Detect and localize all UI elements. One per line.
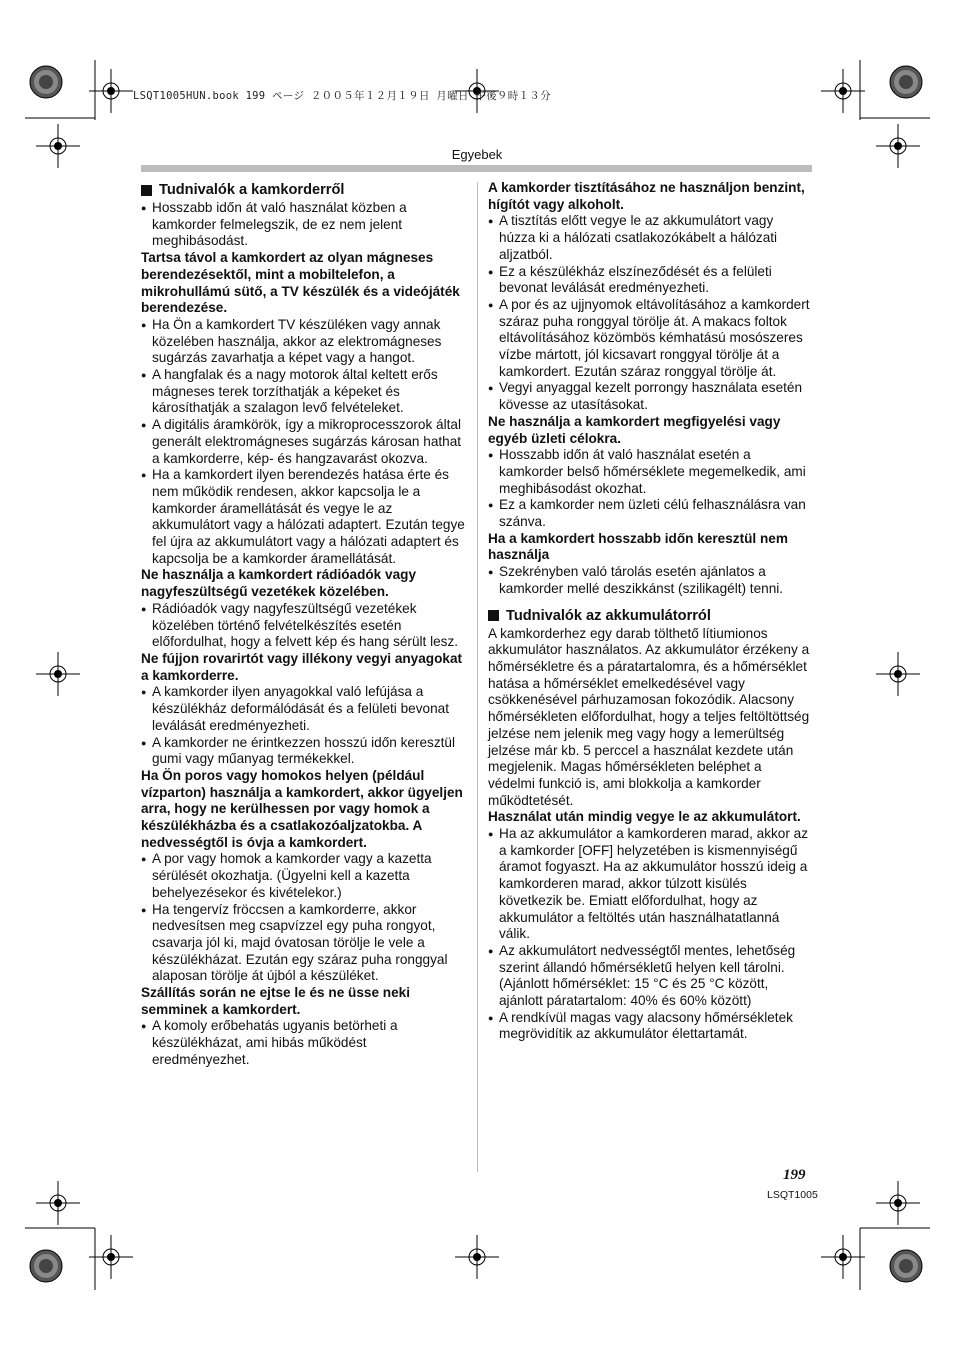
document-code: LSQT1005 bbox=[767, 1189, 818, 1201]
list-item: ● Hosszabb időn át való használat esetén a kamkorder belső hőmérséklete megemelkedik, ami meghibásodást okozhat. bbox=[488, 447, 812, 497]
list-item: ● Vegyi anyaggal kezelt porrongy használata esetén kövesse az utasításokat. bbox=[488, 380, 812, 413]
spacer bbox=[488, 598, 812, 606]
warning-text: Ne használja a kamkordert rádióadók vagy nagyfeszültségű vezetékek közelében. bbox=[141, 567, 417, 600]
list-item: ● Ha tengervíz fröccsen a kamkorderre, akkor nedvesítsen meg csapvízzel egy puha rongyot, csavarja jól ki, majd óvatosan törölje le vele a készülékházat. Ezután egy száraz puha ronggyal alaposan törölje át újból a készüléket. bbox=[141, 902, 465, 986]
list-item: ● A komoly erőbehatás ugyanis betörheti a készülékházat, ami hibás működést eredményezhet. bbox=[141, 1018, 465, 1068]
bullet-list bbox=[488, 447, 812, 531]
section-heading bbox=[488, 607, 812, 625]
right-column bbox=[488, 180, 812, 1043]
warning-text: Használat után mindig vegye le az akkumulátort. bbox=[488, 809, 801, 825]
heading-text: Tudnivalók az akkumulátorról bbox=[506, 607, 711, 624]
warning-text: Ne használja a kamkordert megfigyelési vagy egyéb üzleti célokra. bbox=[488, 413, 781, 446]
warning-text: A kamkorder tisztításához ne használjon benzint, hígítót vagy alkoholt. bbox=[488, 180, 805, 212]
square-bullet-icon bbox=[141, 185, 152, 196]
section-rule bbox=[141, 165, 812, 172]
bullet-list bbox=[488, 564, 812, 597]
bullet-list bbox=[141, 684, 465, 768]
list-item: ● Ha az akkumulátor a kamkorderen marad, akkor az a kamkorder [OFF] helyzetében is kismennyiségű áramot fogyaszt. Ha az akkumulátor hosszú ideig a kamkorderen marad, akkor túlzott kisülés következik be. Emiatt előfordulhat, hogy az akkumulátor a feltöltés után használhatatlanná válik. bbox=[488, 826, 812, 943]
bullet-list bbox=[141, 601, 465, 651]
list-item: ● Rádióadók vagy nagyfeszültségű vezetékek közelében történő felvételkészítés esetén előfordulhat, hogy a felvett kép és hang sérült lesz. bbox=[141, 601, 465, 651]
list-item: ● Ez a kamkorder nem üzleti célú felhasználásra van szánva. bbox=[488, 497, 812, 530]
left-column bbox=[141, 180, 465, 1069]
heading-text: Tudnivalók a kamkorderről bbox=[159, 182, 345, 198]
bullet-list bbox=[141, 851, 465, 985]
warning-text: Szállítás során ne ejtse le és ne üsse neki semminek a kamkordert. bbox=[141, 985, 410, 1017]
bullet-list bbox=[488, 826, 812, 1043]
list-item: ● Ez a készülékház elszíneződését és a felületi bevonat leválását eredményezheti. bbox=[488, 264, 812, 297]
list-item: ● A por és az ujjnyomok eltávolításához a kamkordert száraz puha ronggyal törölje át. A makacs foltok eltávolításához közömbös kémhatású mosószeres vízbe mártott, jól kicsavart ronggyal törölje át a kamkordert. Ezután száraz ronggyal törölje át. bbox=[488, 297, 812, 381]
bullet-list bbox=[141, 317, 465, 568]
list-item: ● A hangfalak és a nagy motorok által keltett erős mágneses terek torzíthatják a képeket és károsíthatják a szalagon levő felvételeket. bbox=[141, 367, 465, 417]
list-item: ● A kamkorder ilyen anyagokkal való lefújása a készülékház deformálódását és a felületi bevonat leválását eredményezheti. bbox=[141, 684, 465, 734]
list-item: ● Az akkumulátort nedvességtől mentes, lehetőség szerint állandó hőmérsékletű helyen kell tárolni. (Ajánlott hőmérséklet: 15 °C és 25 °C között, ajánlott páratartalom: 40% és 60% között) bbox=[488, 943, 812, 1010]
section-heading bbox=[141, 181, 465, 199]
list-item: ● Ha Ön a kamkordert TV készüléken vagy annak közelében használja, akkor az elektromágneses sugárzás zavarhatja a képet vagy a hangot. bbox=[141, 317, 465, 367]
bullet-list bbox=[141, 200, 465, 250]
list-item: ● Szekrényben való tárolás esetén ajánlatos a kamkorder mellé deszikkánst (szilikagélt) tenni. bbox=[488, 564, 812, 597]
print-header: LSQT1005HUN.book 199 ページ ２００５年１２月１９日 月曜日 午後９時１３分 bbox=[133, 90, 551, 102]
square-bullet-icon bbox=[488, 610, 499, 621]
section-title: Egyebek bbox=[451, 147, 503, 162]
list-item: ● A rendkívül magas vagy alacsony hőmérsékletek megrövidítik az akkumulátor élettartamát. bbox=[488, 1010, 812, 1043]
warning-text: Ne fújjon rovarirtót vagy illékony vegyi anyagokat a kamkorderre. bbox=[141, 650, 463, 683]
bullet-list bbox=[488, 213, 812, 413]
paragraph: A kamkorderhez egy darab tölthető lítiumionos akkumulátor használatos. Az akkumulátor érzékeny a hőmérsékletre és a páratartalomra, és a hőmérséklet hatása a hőmérséklet emelkedésével vagy csökkenésével párhuzamosan fokozódik. Alacsony hőmérsékleten előfordulhat, hogy a teljes feltöltöttség jelzése nem jelenik meg vagy hogy a lemerültség jelzése már kb. 5 perccel a használat kezdete után megjelenik. Magas hőmérsékleten beléphet a védelmi funkció is, ami blokkolja a kamkorder működtetését. bbox=[488, 625, 810, 808]
column-divider bbox=[477, 182, 478, 1172]
list-item: ● A por vagy homok a kamkorder vagy a kazetta sérülését okozhatja. (Ügyelni kell a kazetta behelyezésekor és kivételekor.) bbox=[141, 851, 465, 901]
bullet-list bbox=[141, 1018, 465, 1068]
list-item: ● Ha a kamkordert ilyen berendezés hatása érte és nem működik rendesen, akkor kapcsolja le a kamkorder áramellátását és vegye le az akkumulátort vagy a hálózati adaptert. Ezután tegye fel újra az akkumulátort vagy a hálózati adaptert és kapcsolja be a kamkorder áramellátását. bbox=[141, 467, 465, 567]
list-item: ● A digitális áramkörök, így a mikroprocesszorok által generált elektromágneses sugárzás károsan hathat a kamkorderre, kép- és hangzavarást okozva. bbox=[141, 417, 465, 467]
page-number: 199 bbox=[783, 1167, 806, 1183]
warning-text: Ha Ön poros vagy homokos helyen (például vízparton) használja a kamkordert, akkor ügyeljen arra, hogy ne kerülhessen por vagy homok a készülékházba és a csatlakozóaljzatokba. A nedvességtől is óvja a kamkordert. bbox=[141, 767, 463, 850]
warning-text: Ha a kamkordert hosszabb időn keresztül nem használja bbox=[488, 530, 788, 563]
list-item: ● A kamkorder ne érintkezzen hosszú időn keresztül gumi vagy műanyag termékekkel. bbox=[141, 735, 465, 768]
warning-text: Tartsa távol a kamkordert az olyan mágneses berendezésektől, mint a mobiltelefon, a mikrohullámú sütő, a TV készülék és a videójáték berendezése. bbox=[141, 250, 460, 316]
list-item: ● Hosszabb időn át való használat közben a kamkorder felmelegszik, de ez nem jelent meghibásodást. bbox=[141, 200, 465, 250]
list-item: ● A tisztítás előtt vegye le az akkumulátort vagy húzza ki a hálózati csatlakozókábelt a hálózati aljzatból. bbox=[488, 213, 812, 263]
